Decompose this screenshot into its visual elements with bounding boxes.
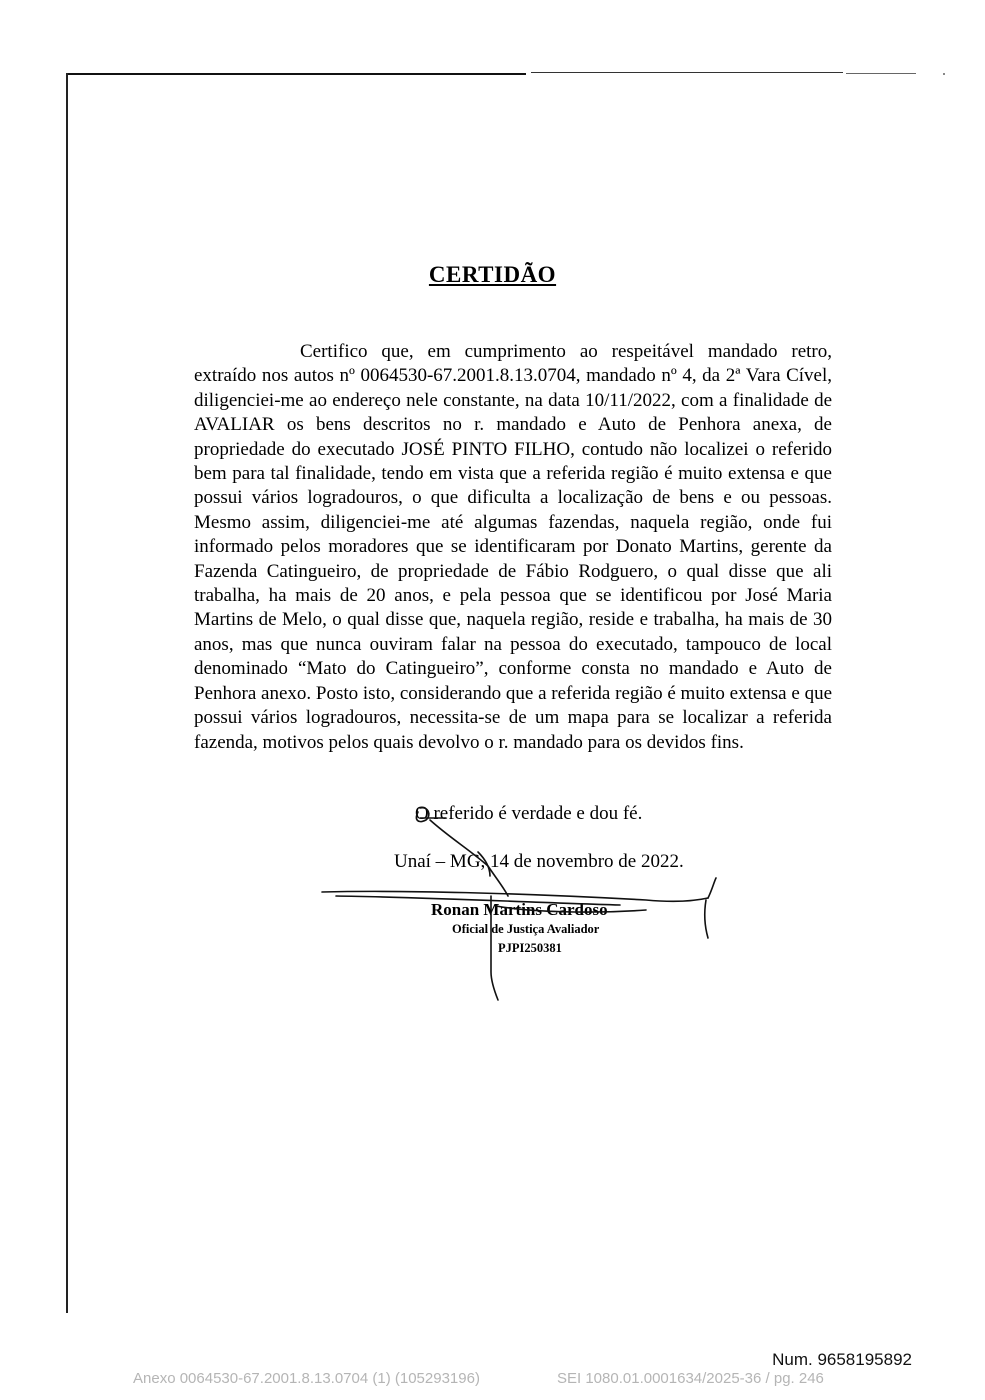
scan-speck [943, 73, 945, 75]
footer-sei-page: SEI 1080.01.0001634/2025-36 / pg. 246 [557, 1370, 824, 1387]
place-and-date: Unaí – MG, 14 de novembro de 2022. [394, 851, 684, 872]
closing-statement: O referido é verdade e dou fé. [415, 803, 643, 824]
signatory-id: PJPI250381 [498, 941, 562, 955]
scan-border-top [846, 73, 916, 74]
certificate-body [194, 340, 832, 755]
footer-annex-reference: Anexo 0064530-67.2001.8.13.0704 (1) (105293196) [133, 1370, 480, 1387]
certificate-body-text: Certifico que, em cumprimento ao respeitável mandado retro, extraído nos autos nº 0064530-67.2001.8.13.0704, mandado nº 4, da 2ª Vara Cível, diligenciei-me ao endereço nele constante, na data 10/11/2022, com a finalidade de AVALIAR os bens descritos no r. mandado e Auto de Penhora anexa, de propriedade do executado JOSÉ PINTO FILHO, contudo não localizei o referido bem para tal finalidade, tendo em vista que a referida região é muito extensa e que possui vários logradouros, o que dificulta a localização de bens e ou pessoas. Mesmo assim, diligenciei-me até algumas fazendas, naquela região, onde fui informado pelos moradores que se identificaram por Donato Martins, gerente da Fazenda Catingueiro, de propriedade de Fábio Rodguero, o qual disse que ali trabalha, ha mais de 20 anos, e pela pessoa que se identificou por José Maria Martins de Melo, o qual disse que, naquela região, reside e trabalha, ha mais de 30 anos, mas que nunca ouviram falar na pessoa do executado, tampouco de local denominado “Mato do Catingueiro”, conforme consta no mandado e Auto de Penhora anexo. Posto isto, considerando que a referida região é muito extensa e que possui vários logradouros, necessita-se de um mapa para se localizar a referida fazenda, motivos pelos quais devolvo o r. mandado para os devidos fins. [194, 341, 832, 753]
scan-border-top [531, 72, 843, 73]
document-title: CERTIDÃO [428, 262, 557, 287]
scan-border-left [66, 73, 68, 1313]
document-number: Num. 9658195892 [772, 1350, 912, 1369]
scan-border-top [66, 73, 526, 75]
signatory-name: Ronan Martins Cardoso [431, 900, 608, 919]
signatory-role: Oficial de Justiça Avaliador [452, 922, 600, 936]
